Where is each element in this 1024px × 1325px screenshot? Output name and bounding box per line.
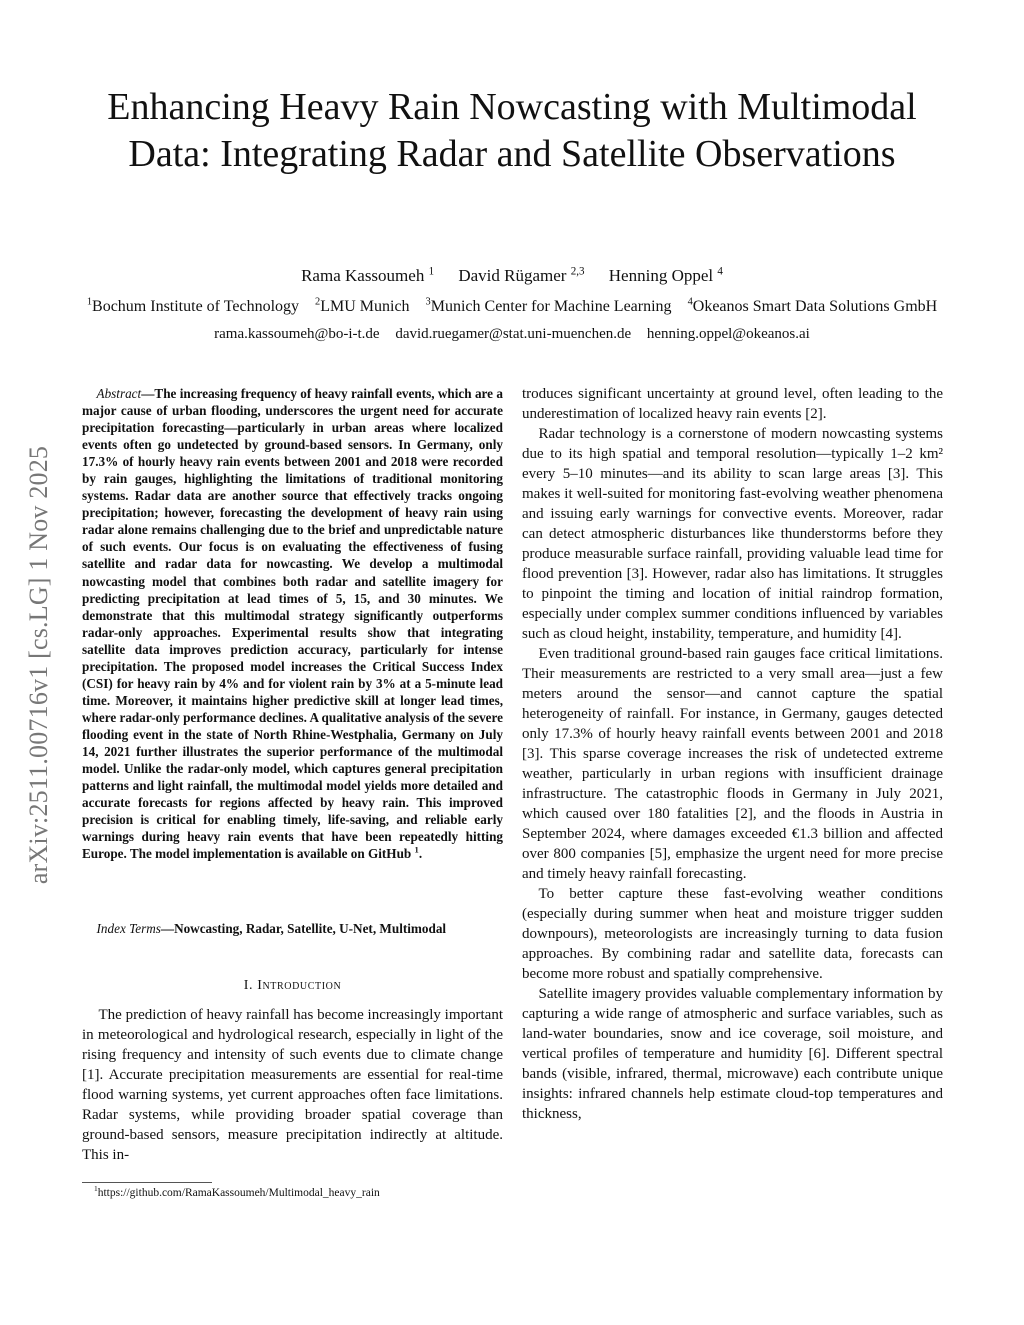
author-name: Rama Kassoumeh xyxy=(301,266,425,285)
footnote-url[interactable]: https://github.com/RamaKassoumeh/Multimodal_heavy_rain xyxy=(97,1187,380,1199)
affiliation xyxy=(688,298,938,315)
abstract xyxy=(82,385,503,862)
right-column-body xyxy=(522,384,943,1124)
author-name: David Rügamer xyxy=(458,266,567,285)
affiliation-list xyxy=(0,298,1024,316)
paragraph: troduces significant uncertainty at ground level, often leading to the underestimation of localized heavy rain events [2]. xyxy=(522,386,943,422)
index-terms-label: Index Terms xyxy=(96,921,161,936)
index-terms xyxy=(82,920,503,937)
paragraph: To better capture these fast-evolving weather conditions (especially during summer when heat and moisture trigger sudden downpours), meteorologists are increasingly turning to data fusion approaches. By combining radar and satellite data, forecasts can become more robust and spatially comprehensive. xyxy=(522,886,943,982)
author xyxy=(301,266,434,285)
affiliation-name: Munich Center for Machine Learning xyxy=(430,298,672,315)
affiliation-mark: 2 xyxy=(315,296,321,308)
author-email: rama.kassoumeh@bo-i-t.de xyxy=(214,326,380,342)
author-affiliation-mark: 4 xyxy=(717,265,723,278)
affiliation-name: Okeanos Smart Data Solutions GmbH xyxy=(692,298,938,315)
section-number: I. xyxy=(243,978,254,993)
author-affiliation-mark: 2,3 xyxy=(570,265,585,278)
paragraph: Even traditional ground-based rain gauges face critical limitations. Their measurements are restricted to a very small area—just a few meters around the sensor—and cannot capture the spatial heterogeneity of rainfall. For instance, in Germany, gauges detected only 17.3% of hourly heavy rainfall events between 2001 and 2018 [3]. This sparse coverage increases the risk of undetected extreme weather, particularly in urban regions with insufficient drainage infrastructure. The catastrophic floods in Germany in July 2021, which caused over 180 fatalities [2], and the floods in Austria in September 2024, where damages exceeded €1.3 billion and affected over 800 companies [5], emphasize the urgent need for more precise and timely heavy rainfall forecasting. xyxy=(522,646,943,882)
affiliation xyxy=(426,298,672,315)
section-title: Introduction xyxy=(257,978,342,993)
paper-title: Enhancing Heavy Rain Nowcasting with Multimodal Data: Integrating Radar and Satellite Observations xyxy=(107,86,917,175)
affiliation-name: Bochum Institute of Technology xyxy=(92,298,300,315)
paragraph: Radar technology is a cornerstone of modern nowcasting systems due to its high spatial and temporal resolution—typically 1–2 km² every 5–10 minutes—and its ability to scan large areas [3]. This makes it well-suited for monitoring fast-evolving weather phenomena and issuing early warnings for convective events. Moreover, radar can detect atmospheric disturbances like thunderstorms before they produce measurable surface rainfall, providing valuable lead time for flood prevention [3]. However, radar also has limitations. It struggles to pinpoint the timing and location of initial raindrop formation, especially under complex summer conditions influenced by variables such as cloud height, instability, temperature, and humidity [4]. xyxy=(522,426,943,642)
affiliation-mark: 3 xyxy=(425,296,431,308)
index-terms-text: —Nowcasting, Radar, Satellite, U-Net, Multimodal xyxy=(160,921,447,936)
author-email: henning.oppel@okeanos.ai xyxy=(646,326,810,342)
affiliation-name: LMU Munich xyxy=(320,298,410,315)
abstract-label: Abstract xyxy=(96,386,142,401)
paragraph: The prediction of heavy rainfall has become increasingly important in meteorological and hydrological research, especially in light of the rising frequency and intensity of such events due to climate change [1]. Accurate precipitation measurements are essential for real-time flood warning systems, yet current approaches often face limitations. Radar systems, while providing broader spatial coverage than ground-based sensors, measure precipitation indirectly at altitude. This in- xyxy=(82,1007,503,1163)
email-list xyxy=(0,326,1024,343)
affiliation-mark: 1 xyxy=(86,296,93,308)
author-name: Henning Oppel xyxy=(608,266,714,285)
author-affiliation-mark: 1 xyxy=(428,265,435,278)
author xyxy=(609,266,723,285)
footnote-divider xyxy=(82,1182,212,1183)
author-email: david.ruegamer@stat.uni-muenchen.de xyxy=(395,326,632,342)
footnote-reference: 1 xyxy=(414,844,419,855)
arxiv-identifier-text: arXiv:2511.00716v1 [cs.LG] 1 Nov 2025 xyxy=(24,445,53,885)
left-column-body xyxy=(82,1005,503,1165)
affiliation xyxy=(315,298,410,315)
author-list xyxy=(0,266,1024,286)
section-heading xyxy=(82,978,503,994)
abstract-end: . xyxy=(418,846,423,862)
abstract-text: —The increasing frequency of heavy rainfall events, which are a major cause of urban flooding, underscores the urgent need for accurate precipitation forecasting—particularly in urban areas where localized events often go undetected by ground-based sensors. In Germany, only 17.3% of hourly heavy rain events between 2001 and 2018 were recorded by rain gauges, highlighting the limitations of traditional monitoring systems. Radar data are another source that effectively tracks ongoing precipitation; however, forecasting the development of heavy rain using radar alone remains challenging due to the brief and unpredictable nature of such events. Our focus is on evaluating the effectiveness of fusing satellite and radar data for nowcasting. We develop a multimodal nowcasting model that combines both radar and satellite imagery for predicting precipitation at lead times of 5, 15, and 30 minutes. We demonstrate that this multimodal strategy significantly outperforms radar-only approaches. Experimental results show that integrating satellite data improves prediction accuracy, particularly for intense precipitation. The proposed model increases the Critical Success Index (CSI) for heavy rain by 4% and for violent rain by 3% at a 5-minute lead time. Moreover, it maintains higher predictive skill at longer lead times, where radar-only performance declines. A qualitative analysis of the severe flooding event in the state of North Rhine-Westphalia, Germany on July 14, 2021 further illustrates the superior performance of the multimodal model. Unlike the radar-only model, which captures general precipitation patterns and light rainfall, the multimodal model yields more detailed and accurate forecasts for regions affected by heavy rain. This improved precision is critical for enabling timely, life-saving, and reliable early warnings during heavy rain events that have been repeatedly hitting Europe. The model implementation is available on GitHub xyxy=(82,386,503,862)
affiliation xyxy=(87,298,299,315)
author xyxy=(458,266,584,285)
footnote-mark: 1 xyxy=(94,1184,98,1194)
footnote xyxy=(94,1184,380,1199)
arxiv-identifier xyxy=(20,375,58,955)
affiliation-mark: 4 xyxy=(687,296,693,308)
paragraph: Satellite imagery provides valuable complementary information by capturing a wide range of atmospheric and surface variables, such as land-water boundaries, snow and ice coverage, soil moisture, and vertical profiles of temperature and humidity [6]. Different spectral bands (visible, infrared, thermal, microwave) each contribute unique insights: infrared channels help estimate cloud-top temperatures and thickness, xyxy=(522,986,943,1122)
